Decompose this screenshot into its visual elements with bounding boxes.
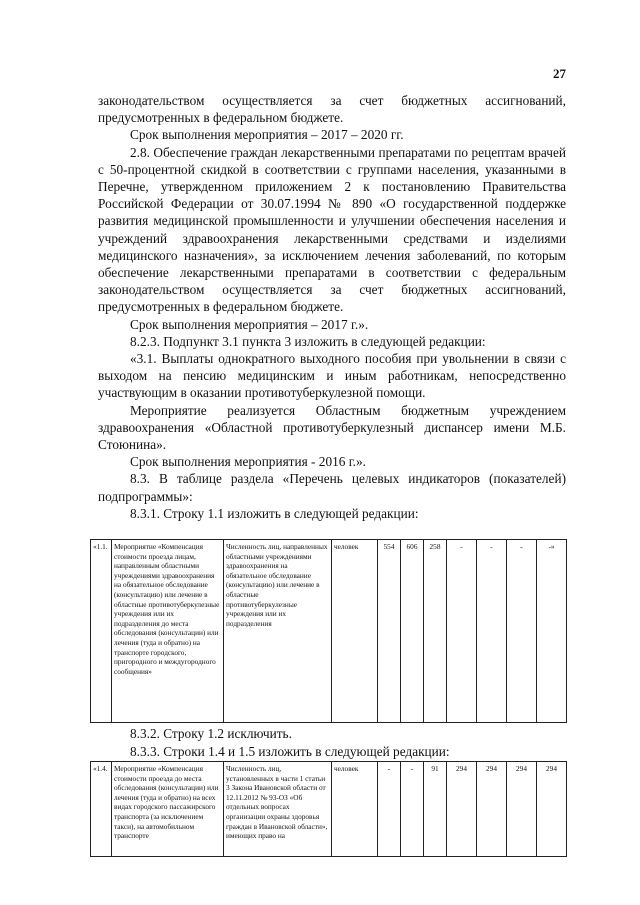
value-cell: 91	[424, 762, 447, 857]
instruction-line: 8.3.2. Строку 1.2 исключить.	[130, 726, 292, 741]
value-cell: -	[507, 540, 537, 723]
paragraph: Срок выполнения мероприятия – 2017 – 2020 гг.	[130, 127, 404, 143]
paragraph: «3.1. Выплаты однократного выходного пособия при увольнении в связи с выходом на пенсию медицинским и иным работникам, непосредственно участвующим в оказании противотуберкулезной помощи.	[98, 351, 566, 401]
unit-cell: человек	[332, 540, 378, 723]
document-body	[98, 92, 566, 522]
value-cell: -	[477, 540, 507, 723]
activity-cell: Мероприятие «Компенсация стоимости проезда до места обследования (консультации) или лечения (туда и обратно) на всех видах городского пассажирского транспорта (за исключением такси), на автомобильном транспорте	[112, 762, 224, 857]
indicator-cell: Численность лиц, направленных областными учреждениями здравоохранения на обязательное обследование (консультацию) или лечение в областные противотуберкулезные учреждения или их подразделения	[224, 540, 332, 723]
row-number: «1.1.	[91, 540, 112, 723]
value-cell: 554	[378, 540, 401, 723]
value-cell: 294	[537, 762, 567, 857]
value-cell: -	[378, 762, 401, 857]
instruction-line: 8.3.3. Строки 1.4 и 1.5 изложить в следующей редакции:	[130, 744, 450, 759]
value-cell: 294	[447, 762, 477, 857]
paragraph: законодательством осуществляется за счет бюджетных ассигнований, предусмотренных в федеральном бюджете.	[98, 93, 566, 126]
activity-cell: Мероприятие «Компенсация стоимости проезда лицам, направленным областными учреждениями здравоохранения на обязательное обследование (консультацию) или лечение в областные противотуберкулезные учреждения или их подразделения до места обследования (консультации) или лечения (туда и обратно) на транспорте городского, пригородного и междугородного сообщения»	[112, 540, 224, 723]
value-cell: 294	[507, 762, 537, 857]
table-row	[91, 762, 567, 857]
paragraph: 8.3. В таблице раздела «Перечень целевых индикаторов (показателей) подпрограммы»:	[98, 471, 566, 504]
value-cell: 294	[477, 762, 507, 857]
paragraph: 8.2.3. Подпункт 3.1 пункта 3 изложить в следующей редакции:	[130, 333, 486, 349]
value-cell: 606	[401, 540, 424, 723]
page-number: 27	[553, 66, 566, 81]
unit-cell: человек	[332, 762, 378, 857]
paragraph: Мероприятие реализуется Областным бюджетным учреждением здравоохранения «Областной противотуберкулезный диспансер имени М.Б. Стоюнина».	[98, 402, 566, 453]
paragraph: Срок выполнения мероприятия – 2017 г.».	[130, 316, 369, 332]
value-cell: -»	[537, 540, 567, 723]
value-cell: -	[447, 540, 477, 723]
paragraph: 8.3.1. Строку 1.1 изложить в следующей редакции:	[130, 505, 419, 521]
paragraph: Срок выполнения мероприятия - 2016 г.».	[130, 454, 366, 470]
table-row	[91, 540, 567, 723]
indicator-table-row-1-4	[90, 761, 567, 857]
value-cell: 258	[424, 540, 447, 723]
indicator-table-row-1-1	[90, 539, 567, 723]
paragraph: 2.8. Обеспечение граждан лекарственными препаратами по рецептам врачей с 50-процентной скидкой в соответствии с группами населения, указанными в Перечне, утвержденном приложением 2 к постановлению Правительства Российской Федерации от 30.07.1994 № 890 «О государственной поддержке развития медицинской промышленности и улучшении обеспечения населения и учреждений здравоохранения лекарственными средствами и изделиями медицинского назначения», за исключением лечения заболеваний, по которым обеспечение лекарственными препаратами в соответствии с федеральным законодательством осуществляется за счет бюджетных ассигнований, предусмотренных в федеральном бюджете.	[98, 144, 566, 315]
row-number: «1.4.	[91, 762, 112, 857]
indicator-cell: Численность лиц, установленных в части 1 статьи 3 Закона Ивановской области от 12.11.2012 № 93-ОЗ «Об отдельных вопросах организации охраны здоровья граждан в Ивановской области», имеющих право на	[224, 762, 332, 857]
value-cell: -	[401, 762, 424, 857]
